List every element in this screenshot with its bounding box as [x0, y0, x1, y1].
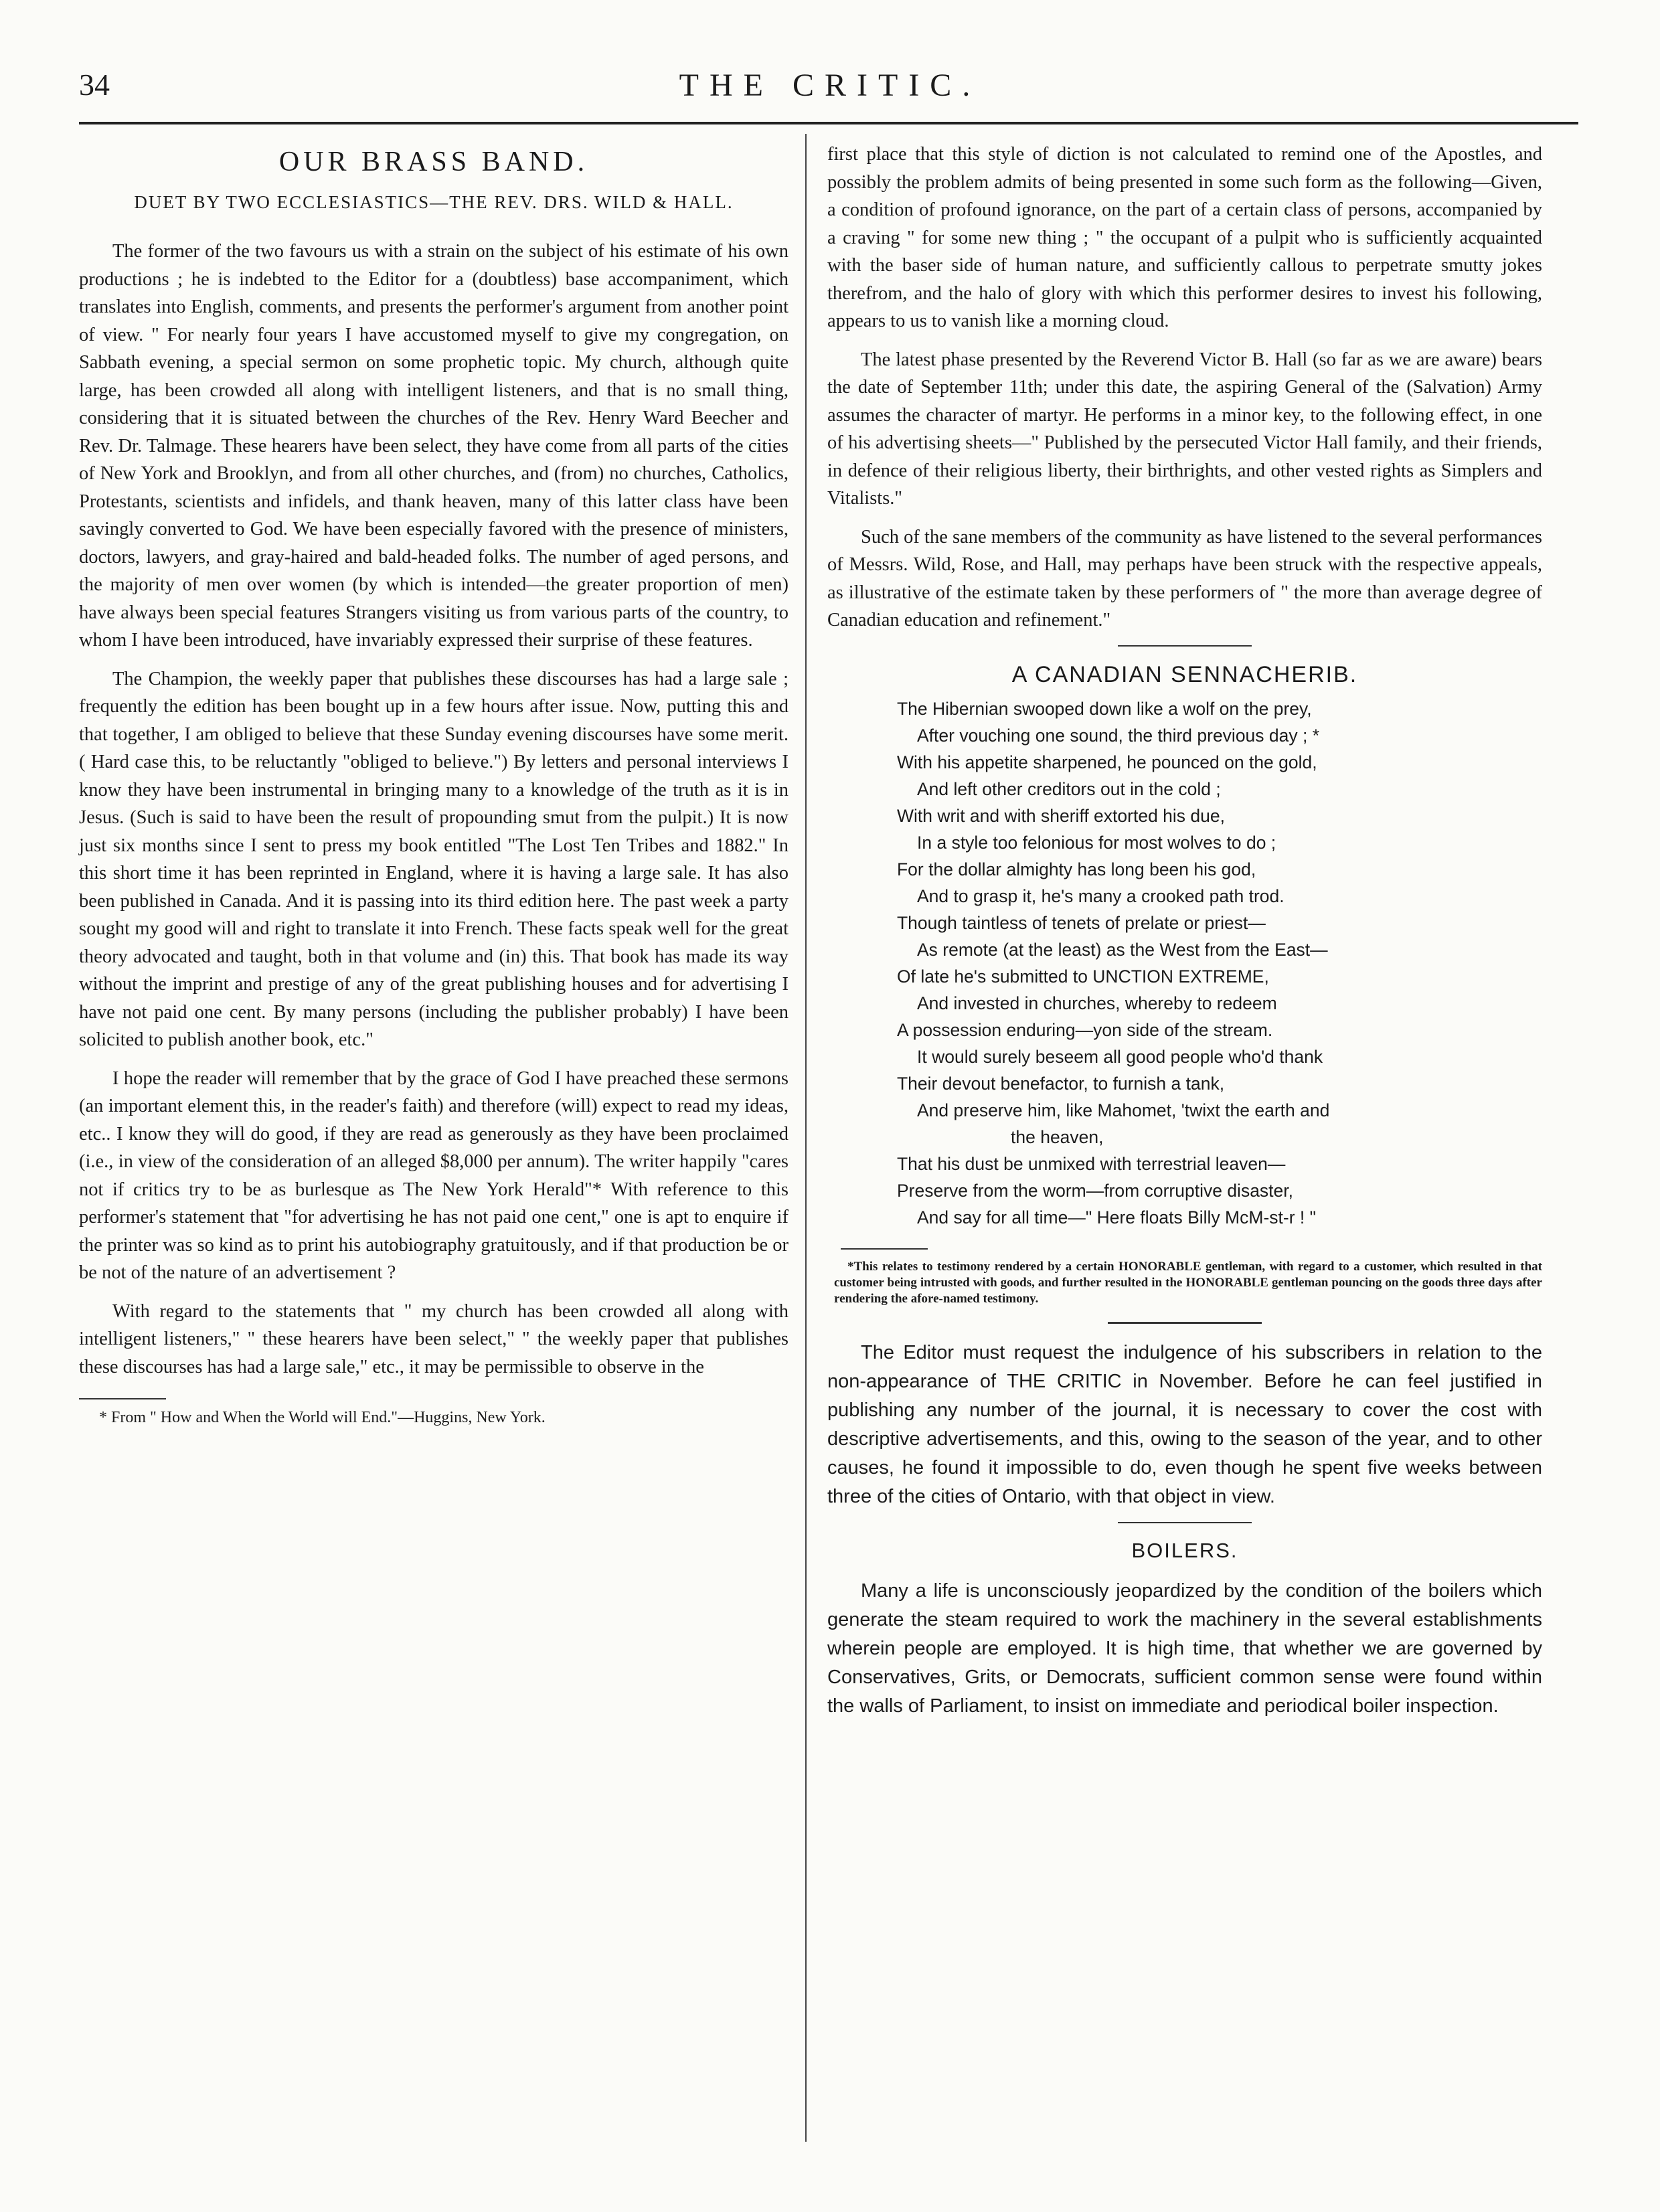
- poem-line: Though taintless of tenets of prelate or priest—: [897, 913, 1266, 933]
- poem-line: Of late he's submitted to UNCTION EXTREME,: [897, 966, 1269, 987]
- running-head: THE CRITIC.: [679, 68, 981, 103]
- section-rule: [1118, 645, 1252, 647]
- poem-line: And invested in churches, whereby to redeem: [917, 993, 1277, 1013]
- poem-line: For the dollar almighty has long been his god,: [897, 859, 1256, 879]
- article-subtitle: DUET BY TWO ECCLESIASTICS—THE REV. DRS. WILD & HALL.: [134, 191, 734, 212]
- header-rule: [79, 122, 1578, 124]
- poem-line: And left other creditors out in the cold ;: [917, 779, 1221, 799]
- poem-line: With his appetite sharpened, he pounced on the gold,: [897, 752, 1317, 772]
- poem-line: A possession enduring—yon side of the stream.: [897, 1020, 1273, 1040]
- poem-line: With writ and with sheriff extorted his due,: [897, 806, 1225, 826]
- poem-line: It would surely beseem all good people who'd thank: [917, 1047, 1323, 1067]
- poem-line: As remote (at the least) as the West from the East—: [917, 940, 1328, 960]
- boilers-paragraph: Many a life is unconsciously jeopardized by the condition of the boilers which generate the steam required to work the machinery in the several establishments wherein people are employed. It is high time, that whether we are governed by Conservatives, Grits, or Democrats, sufficient common sense were found within the walls of Parliament, to insist on immediate and periodical boiler inspection.: [827, 1580, 1542, 1717]
- article-paragraph: With regard to the statements that " my church has been crowded all along with intelligent listeners," " these hearers have been select," " the weekly paper that publishes these discourses has had a large sale," etc., it may be permissible to observe in the: [79, 1300, 788, 1377]
- column-divider: [805, 134, 807, 2142]
- poem-line: Their devout benefactor, to furnish a tank,: [897, 1074, 1225, 1094]
- poem-line: the heaven,: [1011, 1127, 1104, 1147]
- article-paragraph: Such of the sane members of the community as have listened to the several performances of Messrs. Wild, Rose, and Hall, may perhaps have been struck with the respective appeals, as illustrative of the estimate taken by these performers of " the more than average degree of Canadian education and refinement.": [827, 526, 1542, 630]
- article-paragraph: I hope the reader will remember that by the grace of God I have preached these sermons (an important element this, in the reader's faith) and therefore (will) expect to read my ideas, etc.. I know they will do good, if they are read as generously as they have been proclaimed (i.e., in view of the consideration of an alleged $8,000 per annum). The writer happily "cares not if critics try to be as burlesque as The New York Herald"* With reference to this performer's statement that "for advertising he has not paid one cent," one is apt to enquire if the printer was so kind as to print his autobiography gratuitously, and if that production be or be not of the nature of an advertisement ?: [79, 1068, 788, 1283]
- footnote: * From " How and When the World will End."—Huggins, New York.: [99, 1409, 546, 1426]
- article-paragraph: The Champion, the weekly paper that publishes these discourses has had a large sale ; frequently the edition has been bought up in a few hours after issue. Now, putting this and that together, I am obliged to believe that these Sunday evening discourses have some merit. ( Hard case this, to be reluctantly "obliged to believe.") By letters and personal interviews I know they have been instrumental in bringing many to a knowledge of the truth as it is in Jesus. (Such is said to have been the result of propounding smut from the pulpit.) It is now just six months since I sent to press my book entitled "The Lost Ten Tribes and 1882." In this short time it has been reprinted in England, where it is having a large sale. It has also been published in Canada. And it is passing into its third edition here. The past week a party sought my good will and right to translate it into French. These facts speak well for the great theory advocated and taught, both in that volume and (in) this. That book has made its way without the imprint and prestige of any of the great publishing houses and for advertising I have not paid one cent. By many persons (including the publisher probably) I have been solicited to publish another book, etc.": [79, 668, 788, 1050]
- poem-line: After vouching one sound, the third previous day ; *: [917, 726, 1320, 746]
- editor-notice: The Editor must request the indulgence of his subscribers in relation to the non-appearance of THE CRITIC in November. Before he can feel justified in publishing any number of the journal, it is necessary to cover the cost with descriptive advertisements, and this, owing to the season of the year, and to other causes, he found it impossible to do, even though he spent five weeks between three of the cities of Ontario, with that object in view.: [827, 1342, 1542, 1507]
- poem-line: In a style too felonious for most wolves to do ;: [917, 833, 1276, 853]
- footnote-rule: [79, 1398, 166, 1399]
- right-column: [827, 141, 1542, 1721]
- article-paragraph: The former of the two favours us with a strain on the subject of his estimate of his own productions ; he is indebted to the Editor for a (doubtless) base accompaniment, which translates into English, comments, and presents the performer's argument from another point of view. " For nearly four years I have accustomed myself to give my congregation, on Sabbath evening, a special sermon on some prophetic topic. My church, although quite large, has been crowded all along with intelligent listeners, and that is no small thing, considering that it is situated between the churches of the Rev. Henry Ward Beecher and Rev. Dr. Talmage. These hearers have been select, they have come from all parts of the cities of New York and Brooklyn, and from all other churches, and (from) no churches, Catholics, Protestants, scientists and infidels, and thank heaven, many of this latter class have been savingly converted to God. We have been especially favored with the presence of ministers, doctors, lawyers, and gray-haired and bald-headed folks. The number of aged persons, and the majority of men over women (by which is intended—the greater proportion of men) have always been special features Strangers visiting us from various parts of the country, to whom I have been introduced, have invariably expressed their surprise of these features.: [79, 241, 788, 651]
- page-number: 34: [79, 68, 110, 102]
- poem: [897, 695, 1542, 1231]
- left-column: [79, 141, 788, 1428]
- footnote-rule: [841, 1248, 928, 1250]
- poem-line: And say for all time—" Here floats Billy McM-st-r ! ": [917, 1207, 1317, 1227]
- boilers-title: BOILERS.: [1131, 1539, 1238, 1562]
- poem-line: The Hibernian swooped down like a wolf on the prey,: [897, 699, 1312, 719]
- section-rule: [1118, 1522, 1252, 1523]
- poem-footnote: *This relates to testimony rendered by a certain HONORABLE gentleman, with regard to a customer, which resulted in that customer being intrusted with goods, and further resulted in the HONORABLE gentleman pouncing on the goods three days after rendering the afore-named testimony.: [834, 1260, 1542, 1306]
- section-rule: [1108, 1322, 1262, 1324]
- article-paragraph: first place that this style of diction is not calculated to remind one of the Apostles, and possibly the problem admits of being presented in some such form as the following—Given, a condition of profound ignorance, on the part of a certain class of persons, accompanied by a craving " for some new thing ; " the occupant of a pulpit who is sufficiently acquainted with the baser side of human nature, and sufficiently callous to perpetrate smutty jokes therefrom, and the halo of glory with which this performer desires to invest his following, appears to us to vanish like a morning cloud.: [827, 144, 1542, 331]
- boilers-block: [827, 1577, 1542, 1721]
- poem-title: A CANADIAN SENNACHERIB.: [1011, 661, 1358, 687]
- poem-line: That his dust be unmixed with terrestrial leaven—: [897, 1154, 1286, 1174]
- article-title: OUR BRASS BAND.: [278, 147, 589, 177]
- article-paragraph: The latest phase presented by the Reverend Victor B. Hall (so far as we are aware) bears the date of September 11th; under this date, the aspiring General of the (Salvation) Army assumes the character of martyr. He performs in a minor key, to the following effect, in one of his advertising sheets—" Published by the persecuted Victor Hall family, and their friends, in defence of their religious liberty, their birthrights, and other vested rights as Simplers and Vitalists.": [827, 349, 1542, 509]
- poem-line: And preserve him, like Mahomet, 'twixt the earth and: [917, 1100, 1330, 1120]
- poem-line: Preserve from the worm—from corruptive disaster,: [897, 1181, 1294, 1201]
- poem-line: And to grasp it, he's many a crooked path trod.: [917, 886, 1284, 906]
- editor-notice-block: [827, 1339, 1542, 1511]
